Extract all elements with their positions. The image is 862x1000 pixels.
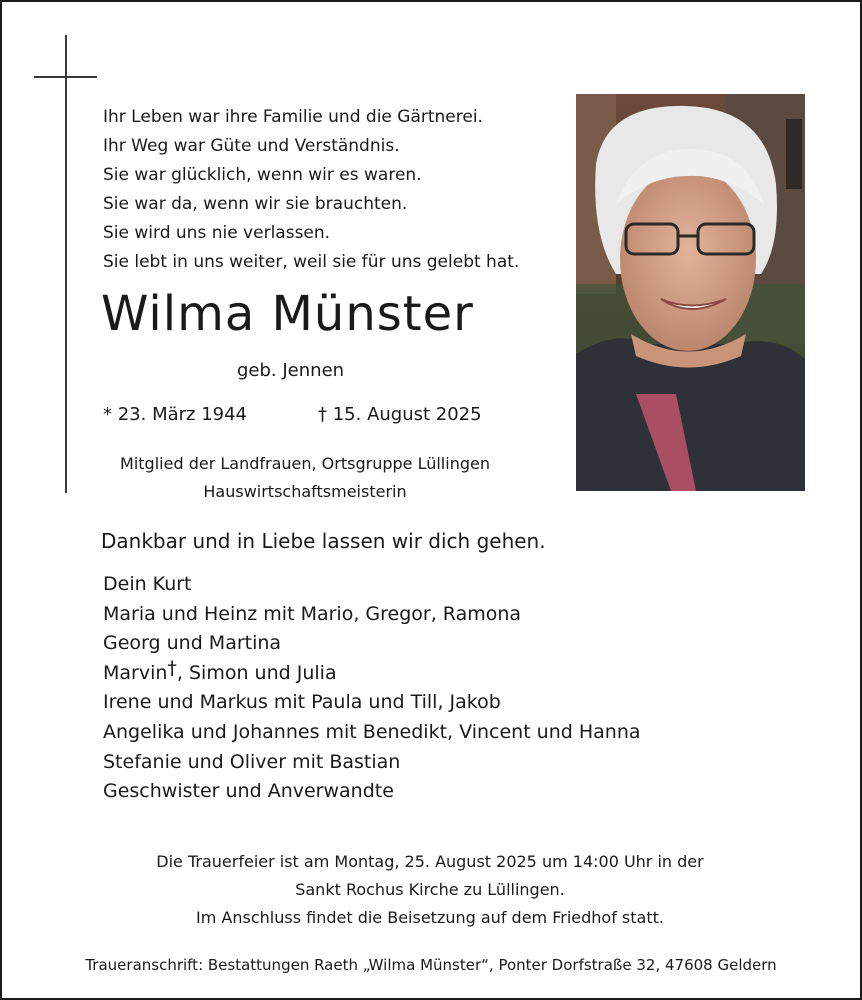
family-name: Marvin	[103, 661, 168, 684]
service-line: Sankt Rochus Kirche zu Lüllingen.	[295, 880, 565, 899]
birth-date: * 23. März 1944	[103, 404, 248, 425]
family-line: Geschwister und Anverwandte	[103, 780, 394, 803]
service-line: Die Trauerfeier ist am Montag, 25. August 2025 um 14:00 Uhr in der	[156, 852, 704, 871]
poem-line: Sie lebt in uns weiter, weil sie für uns gelebt hat.	[103, 252, 520, 272]
family-line	[103, 656, 641, 689]
family-line: Stefanie und Oliver mit Bastian	[103, 750, 401, 773]
family-line: Irene und Markus mit Paula und Till, Jakob	[103, 691, 501, 714]
poem-line: Sie war da, wenn wir sie brauchten.	[103, 194, 408, 214]
service-line: Im Anschluss findet die Beisetzung auf dem Friedhof statt.	[196, 908, 664, 927]
maiden-name: geb. Jennen	[237, 360, 345, 381]
death-date: † 15. August 2025	[318, 404, 482, 425]
family-line: Maria und Heinz mit Mario, Gregor, Ramona	[103, 602, 522, 625]
poem-line: Sie wird uns nie verlassen.	[103, 223, 331, 243]
cross-vertical-bar	[65, 35, 67, 493]
portrait-photo	[576, 94, 805, 491]
family-line: Angelika und Johannes mit Benedikt, Vincent und Hanna	[103, 720, 641, 743]
poem-line: Ihr Leben war ihre Familie und die Gärtnerei.	[103, 107, 483, 127]
deceased-name: Wilma Münster	[101, 286, 474, 342]
cross-horizontal-bar	[34, 76, 97, 78]
dagger-icon: †	[167, 656, 177, 679]
affiliation-line: Hauswirtschaftsmeisterin	[203, 482, 407, 501]
family-list	[103, 570, 641, 807]
mourning-address: Traueranschrift: Bestattungen Raeth „Wilma Münster“, Ponter Dorfstraße 32, 47608 Geldern	[85, 956, 777, 974]
poem-line: Ihr Weg war Güte und Verständnis.	[103, 136, 400, 156]
poem-line: Sie war glücklich, wenn wir es waren.	[103, 165, 422, 185]
affiliation-line: Mitglied der Landfrauen, Ortsgruppe Lüllingen	[120, 454, 490, 473]
farewell-line: Dankbar und in Liebe lassen wir dich gehen.	[101, 529, 546, 553]
family-line: Georg und Martina	[103, 632, 282, 655]
affiliations	[70, 450, 540, 506]
family-line: Dein Kurt	[103, 573, 192, 595]
family-name: , Simon und Julia	[176, 661, 337, 684]
poem	[103, 103, 563, 277]
service-info	[60, 848, 800, 932]
